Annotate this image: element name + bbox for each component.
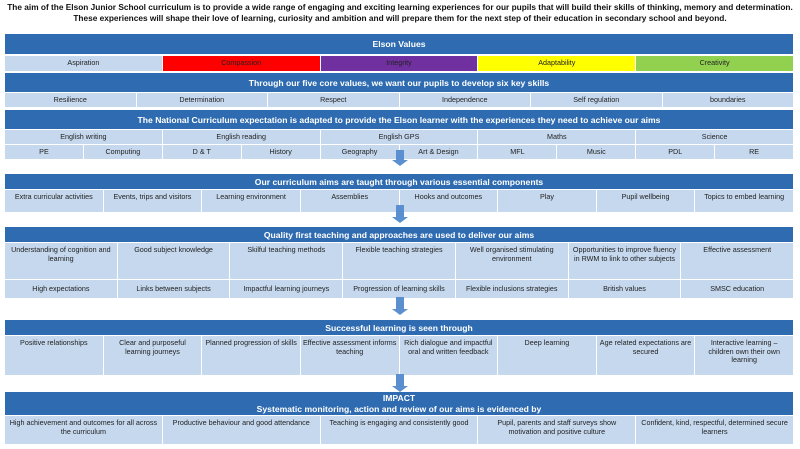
success-cell: Positive relationships — [5, 336, 103, 375]
component-cell: Play — [498, 190, 596, 212]
success-cell: Deep learning — [498, 336, 596, 375]
value-label: Compassion — [221, 58, 262, 68]
component-cell: Events, trips and visitors — [104, 190, 202, 212]
subject-cell: PDL — [636, 145, 714, 159]
quality-header: Quality first teaching and approaches are used to deliver our aims — [5, 227, 793, 242]
impact-cell: Teaching is engaging and consistently good — [321, 416, 478, 444]
subject-cell: PE — [5, 145, 83, 159]
quality-cell: Links between subjects — [118, 280, 230, 298]
quality-cell: Skilful teaching methods — [230, 243, 342, 279]
subject-cell: English reading — [163, 130, 320, 144]
value-cell — [478, 56, 635, 71]
quality-cell: SMSC education — [681, 280, 793, 298]
success-cell: Planned progression of skills — [202, 336, 300, 375]
down-arrow-icon — [392, 297, 408, 315]
value-label: Integrity — [386, 58, 412, 68]
success-cell: Rich dialogue and impactful oral and written feedback — [400, 336, 498, 375]
quality-cell: Progression of learning skills — [343, 280, 455, 298]
success-cell: Interactive learning – children own their own learning — [695, 336, 793, 375]
value-cell — [636, 56, 793, 71]
subject-cell: Art & Design — [400, 145, 478, 159]
components-header: Our curriculum aims are taught through various essential components — [5, 174, 793, 189]
skill-cell: Independence — [400, 93, 531, 107]
national-header: The National Curriculum expectation is adapted to provide the Elson learner with the experiences they need to achieve our aims — [5, 110, 793, 129]
quality-row1 — [5, 243, 793, 279]
subject-cell: RE — [715, 145, 793, 159]
quality-cell: British values — [569, 280, 681, 298]
values-header: Elson Values — [5, 34, 793, 54]
value-cell — [5, 56, 162, 71]
impact-row — [5, 416, 793, 444]
skills-header: Through our five core values, we want our pupils to develop six key skills — [5, 73, 793, 92]
subject-cell: English writing — [5, 130, 162, 144]
value-cell — [321, 56, 478, 71]
value-label: Creativity — [699, 58, 730, 68]
impact-cell: Confident, kind, respectful, determined secure learners — [636, 416, 793, 444]
component-cell: Extra curricular activities — [5, 190, 103, 212]
success-header: Successful learning is seen through — [5, 320, 793, 335]
subject-cell: Computing — [84, 145, 162, 159]
success-cell: Age related expectations are secured — [597, 336, 695, 375]
down-arrow-icon — [392, 205, 408, 223]
intro-text: The aim of the Elson Junior School curriculum is to provide a wide range of engaging and exciting learning experiences for our pupils that will build their skills of thinking, memory and determination. These experiences will shape their love of learning, curiosity and ambition and will prepare them for the next step of their education in secondary school and beyond. — [7, 2, 793, 23]
subject-cell: English GPS — [321, 130, 478, 144]
national-subjects-row1 — [5, 130, 793, 144]
subject-cell: History — [242, 145, 320, 159]
quality-cell: Good subject knowledge — [118, 243, 230, 279]
component-cell: Assemblies — [301, 190, 399, 212]
quality-cell: Well organised stimulating environment — [456, 243, 568, 279]
subject-cell: D & T — [163, 145, 241, 159]
impact-header — [5, 392, 793, 415]
impact-cell: High achievement and outcomes for all across the curriculum — [5, 416, 162, 444]
success-cell: Effective assessment informs teaching — [301, 336, 399, 375]
value-cell — [163, 56, 320, 71]
skill-cell: Self regulation — [531, 93, 662, 107]
down-arrow-icon — [392, 150, 408, 166]
impact-cell: Productive behaviour and good attendance — [163, 416, 320, 444]
impact-subtitle: Systematic monitoring, action and review of our aims is evidenced by — [256, 404, 542, 414]
quality-cell: Opportunities to improve fluency in RWM to link to other subjects — [569, 243, 681, 279]
quality-cell: Understanding of cognition and learning — [5, 243, 117, 279]
quality-cell: Impactful learning journeys — [230, 280, 342, 298]
impact-title: IMPACT — [382, 393, 416, 403]
quality-cell: Flexible inclusions strategies — [456, 280, 568, 298]
down-arrow-icon — [392, 374, 408, 392]
quality-cell: Flexible teaching strategies — [343, 243, 455, 279]
component-cell: Learning environment — [202, 190, 300, 212]
subject-cell: MFL — [478, 145, 556, 159]
success-cell: Clear and purposeful learning journeys — [104, 336, 202, 375]
component-cell: Hooks and outcomes — [400, 190, 498, 212]
value-label: Aspiration — [67, 58, 100, 68]
component-cell: Topics to embed learning — [695, 190, 793, 212]
skill-cell: Determination — [137, 93, 268, 107]
subject-cell: Music — [557, 145, 635, 159]
skill-cell: boundaries — [663, 93, 794, 107]
skill-cell: Resilience — [5, 93, 136, 107]
component-cell: Pupil wellbeing — [597, 190, 695, 212]
subject-cell: Science — [636, 130, 793, 144]
success-row — [5, 336, 793, 375]
impact-cell: Pupil, parents and staff surveys show motivation and positive culture — [478, 416, 635, 444]
values-row — [5, 56, 793, 71]
quality-cell: Effective assessment — [681, 243, 793, 279]
skills-row — [5, 93, 793, 107]
subject-cell: Geography — [321, 145, 399, 159]
quality-cell: High expectations — [5, 280, 117, 298]
subject-cell: Maths — [478, 130, 635, 144]
value-label: Adaptability — [538, 58, 576, 68]
skill-cell: Respect — [268, 93, 399, 107]
quality-row2 — [5, 280, 793, 298]
